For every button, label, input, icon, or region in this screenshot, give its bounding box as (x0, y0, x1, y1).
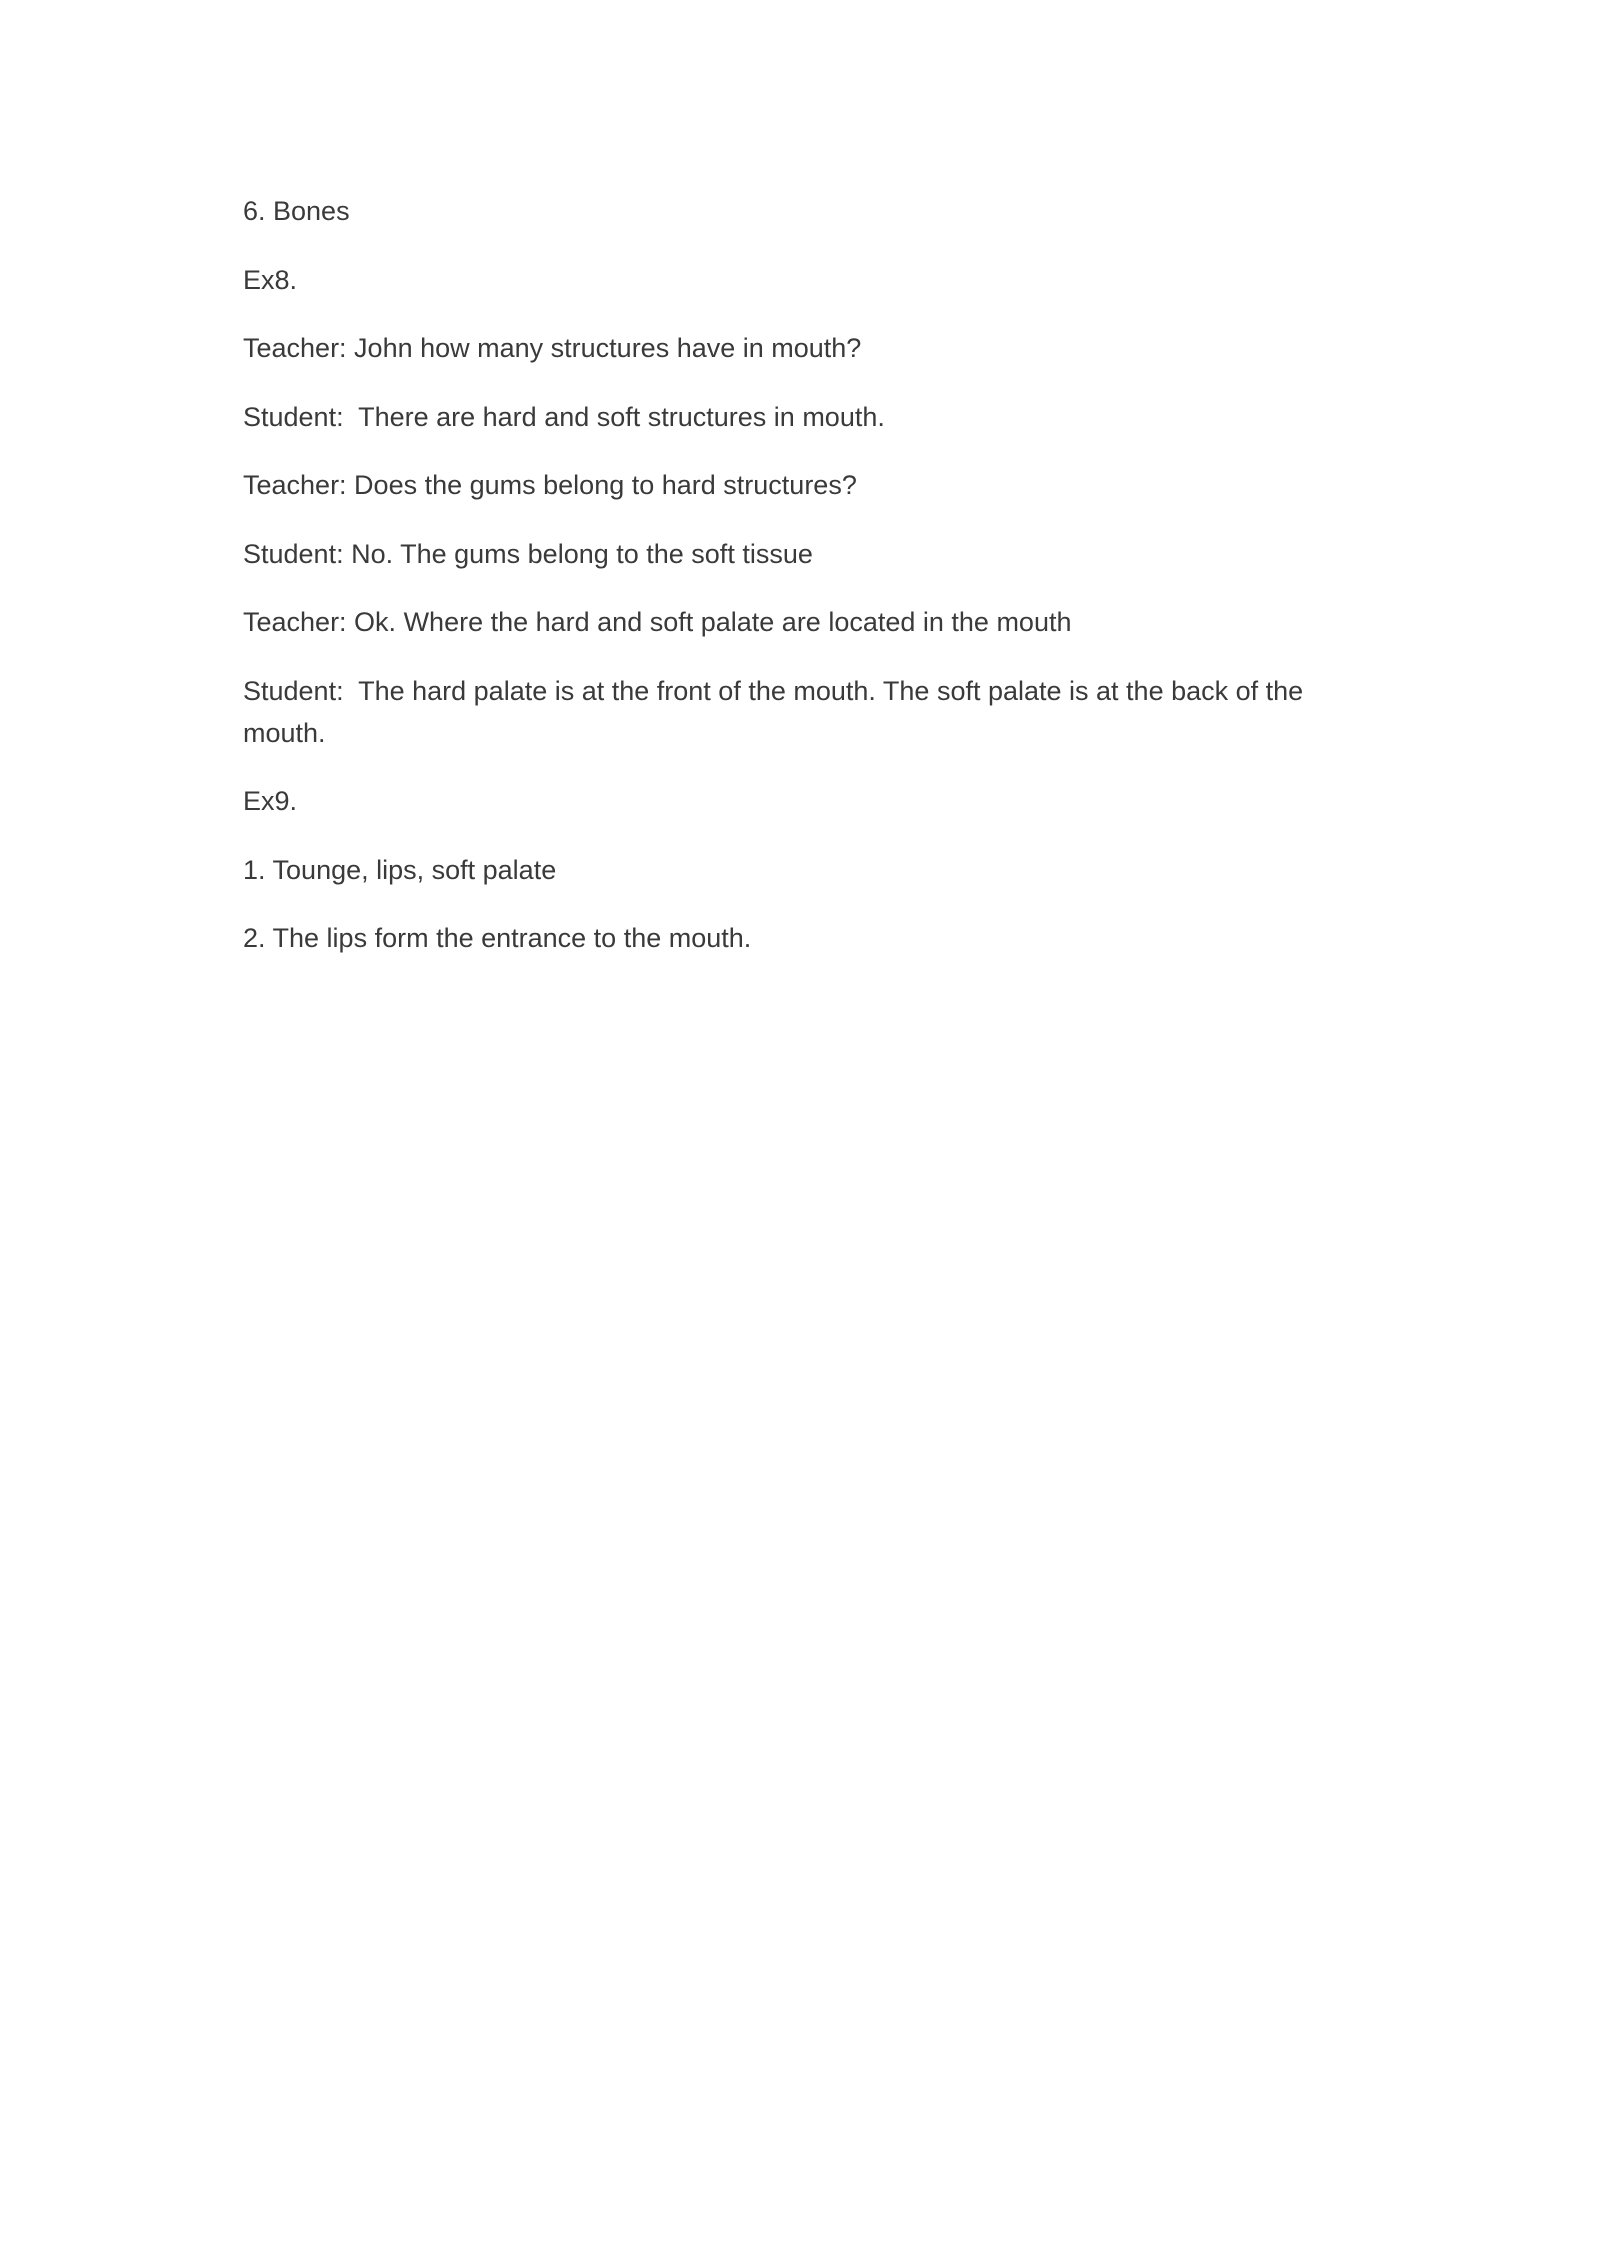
exercise-label: Ex9. (243, 786, 298, 816)
dialogue-line: Student: No. The gums belong to the soft tissue (243, 538, 813, 569)
dialogue-line: Teacher: John how many structures have in mouth? (243, 333, 862, 363)
document-body (243, 190, 1368, 986)
dialogue-line: Teacher: Does the gums belong to hard structures? (243, 470, 857, 500)
dialogue-line: Student: The hard palate is at the front of the mouth. The soft palate is at the back of the mouth. (243, 675, 1311, 748)
answer-item: 1. Tounge, lips, soft palate (243, 854, 557, 885)
dialogue-line: Teacher: Ok. Where the hard and soft palate are located in the mouth (243, 607, 1072, 637)
section-heading: 6. Bones (243, 196, 350, 226)
dialogue-line: Student: There are hard and soft structures in mouth. (243, 401, 885, 432)
exercise-label: Ex8. (243, 264, 298, 295)
answer-item: 2. The lips form the entrance to the mouth. (243, 923, 752, 953)
